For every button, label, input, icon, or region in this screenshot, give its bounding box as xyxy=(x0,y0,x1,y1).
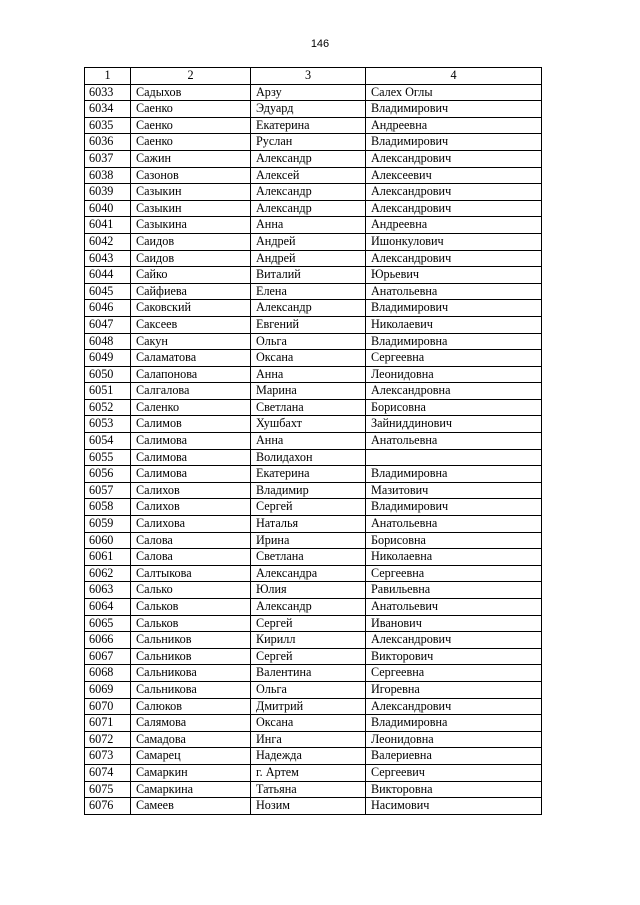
cell-patronymic: Владимировна xyxy=(366,466,542,483)
cell-number: 6042 xyxy=(85,233,131,250)
cell-patronymic: Сергеевна xyxy=(366,350,542,367)
table-row xyxy=(85,283,542,300)
cell-surname: Сазонов xyxy=(131,167,251,184)
cell-number: 6066 xyxy=(85,632,131,649)
cell-first-name: Оксана xyxy=(251,350,366,367)
cell-first-name: Волидахон xyxy=(251,449,366,466)
table-row xyxy=(85,117,542,134)
cell-first-name: Дмитрий xyxy=(251,698,366,715)
cell-first-name: Евгений xyxy=(251,316,366,333)
cell-surname: Салова xyxy=(131,532,251,549)
cell-surname: Саенко xyxy=(131,101,251,118)
table-row xyxy=(85,698,542,715)
cell-number: 6033 xyxy=(85,84,131,101)
table-row xyxy=(85,615,542,632)
cell-patronymic: Владимирович xyxy=(366,134,542,151)
table-row xyxy=(85,200,542,217)
cell-patronymic: Игоревна xyxy=(366,681,542,698)
cell-surname: Сазыкина xyxy=(131,217,251,234)
cell-patronymic: Валериевна xyxy=(366,748,542,765)
cell-first-name: Инга xyxy=(251,731,366,748)
cell-patronymic: Борисовна xyxy=(366,532,542,549)
cell-first-name: Екатерина xyxy=(251,117,366,134)
cell-number: 6052 xyxy=(85,399,131,416)
cell-first-name: Ирина xyxy=(251,532,366,549)
table-row xyxy=(85,433,542,450)
table-row xyxy=(85,150,542,167)
cell-surname: Салимова xyxy=(131,433,251,450)
table-row xyxy=(85,482,542,499)
cell-surname: Салько xyxy=(131,582,251,599)
cell-surname: Салимова xyxy=(131,449,251,466)
cell-first-name: Анна xyxy=(251,366,366,383)
cell-patronymic: Салех Оглы xyxy=(366,84,542,101)
cell-first-name: Руслан xyxy=(251,134,366,151)
cell-patronymic: Анатольевна xyxy=(366,283,542,300)
cell-first-name: Сергей xyxy=(251,499,366,516)
cell-patronymic: Анатольевич xyxy=(366,599,542,616)
cell-surname: Салихов xyxy=(131,499,251,516)
table-row xyxy=(85,731,542,748)
cell-first-name: Андрей xyxy=(251,233,366,250)
table-header xyxy=(85,68,542,85)
cell-number: 6055 xyxy=(85,449,131,466)
cell-number: 6036 xyxy=(85,134,131,151)
cell-surname: Сальникова xyxy=(131,681,251,698)
cell-first-name: Кирилл xyxy=(251,632,366,649)
table-row xyxy=(85,665,542,682)
cell-first-name: Ольга xyxy=(251,333,366,350)
cell-number: 6049 xyxy=(85,350,131,367)
cell-first-name: Оксана xyxy=(251,715,366,732)
cell-first-name: Владимир xyxy=(251,482,366,499)
table-row xyxy=(85,681,542,698)
cell-patronymic: Владимировна xyxy=(366,333,542,350)
cell-number: 6058 xyxy=(85,499,131,516)
cell-patronymic: Александровна xyxy=(366,383,542,400)
table-row xyxy=(85,499,542,516)
cell-number: 6041 xyxy=(85,217,131,234)
cell-number: 6039 xyxy=(85,184,131,201)
cell-patronymic: Ишонкулович xyxy=(366,233,542,250)
table-row xyxy=(85,582,542,599)
cell-patronymic: Зайниддинович xyxy=(366,416,542,433)
cell-surname: Саковский xyxy=(131,300,251,317)
cell-number: 6076 xyxy=(85,798,131,815)
cell-number: 6035 xyxy=(85,117,131,134)
cell-number: 6057 xyxy=(85,482,131,499)
cell-number: 6073 xyxy=(85,748,131,765)
table-row xyxy=(85,333,542,350)
cell-surname: Сальникова xyxy=(131,665,251,682)
cell-first-name: Александр xyxy=(251,200,366,217)
cell-number: 6067 xyxy=(85,648,131,665)
table-row xyxy=(85,316,542,333)
cell-first-name: Александр xyxy=(251,150,366,167)
cell-number: 6065 xyxy=(85,615,131,632)
cell-number: 6071 xyxy=(85,715,131,732)
cell-number: 6060 xyxy=(85,532,131,549)
register-table xyxy=(84,67,542,815)
cell-surname: Самарец xyxy=(131,748,251,765)
header-col-3: 3 xyxy=(251,68,366,85)
cell-number: 6054 xyxy=(85,433,131,450)
cell-first-name: Сергей xyxy=(251,615,366,632)
table-row xyxy=(85,715,542,732)
table-row xyxy=(85,764,542,781)
cell-first-name: Александр xyxy=(251,184,366,201)
cell-number: 6034 xyxy=(85,101,131,118)
cell-first-name: Алексей xyxy=(251,167,366,184)
cell-first-name: Надежда xyxy=(251,748,366,765)
table-row xyxy=(85,350,542,367)
cell-patronymic xyxy=(366,449,542,466)
cell-surname: Сазыкин xyxy=(131,200,251,217)
header-col-2: 2 xyxy=(131,68,251,85)
cell-surname: Саламатова xyxy=(131,350,251,367)
cell-surname: Саенко xyxy=(131,134,251,151)
cell-number: 6075 xyxy=(85,781,131,798)
cell-patronymic: Анатольевна xyxy=(366,433,542,450)
cell-number: 6037 xyxy=(85,150,131,167)
cell-patronymic: Викторович xyxy=(366,648,542,665)
cell-number: 6051 xyxy=(85,383,131,400)
table-row xyxy=(85,383,542,400)
cell-surname: Саенко xyxy=(131,117,251,134)
cell-first-name: Юлия xyxy=(251,582,366,599)
cell-patronymic: Юрьевич xyxy=(366,267,542,284)
cell-surname: Салихова xyxy=(131,516,251,533)
cell-patronymic: Александрович xyxy=(366,632,542,649)
table-row xyxy=(85,416,542,433)
table-row xyxy=(85,599,542,616)
table-row xyxy=(85,748,542,765)
table-row xyxy=(85,399,542,416)
cell-surname: Салова xyxy=(131,549,251,566)
table-body xyxy=(85,84,542,814)
cell-patronymic: Мазитович xyxy=(366,482,542,499)
cell-first-name: Светлана xyxy=(251,399,366,416)
cell-surname: Салтыкова xyxy=(131,565,251,582)
table-row xyxy=(85,798,542,815)
cell-surname: Саидов xyxy=(131,233,251,250)
table-row xyxy=(85,516,542,533)
cell-number: 6047 xyxy=(85,316,131,333)
header-col-1: 1 xyxy=(85,68,131,85)
cell-number: 6044 xyxy=(85,267,131,284)
cell-number: 6046 xyxy=(85,300,131,317)
cell-patronymic: Сергеевна xyxy=(366,565,542,582)
cell-first-name: Арзу xyxy=(251,84,366,101)
table-row xyxy=(85,167,542,184)
cell-patronymic: Иванович xyxy=(366,615,542,632)
table-row xyxy=(85,300,542,317)
cell-patronymic: Леонидовна xyxy=(366,366,542,383)
cell-number: 6043 xyxy=(85,250,131,267)
page-number: 146 xyxy=(310,38,330,50)
table-row xyxy=(85,366,542,383)
cell-surname: Сажин xyxy=(131,150,251,167)
cell-patronymic: Андреевна xyxy=(366,217,542,234)
cell-surname: Сальников xyxy=(131,648,251,665)
cell-first-name: Виталий xyxy=(251,267,366,284)
cell-number: 6040 xyxy=(85,200,131,217)
cell-surname: Садыхов xyxy=(131,84,251,101)
cell-surname: Саленко xyxy=(131,399,251,416)
cell-patronymic: Александрович xyxy=(366,184,542,201)
cell-first-name: Андрей xyxy=(251,250,366,267)
table-row xyxy=(85,84,542,101)
cell-surname: Салихов xyxy=(131,482,251,499)
header-row xyxy=(85,68,542,85)
cell-number: 6064 xyxy=(85,599,131,616)
cell-first-name: Наталья xyxy=(251,516,366,533)
cell-number: 6062 xyxy=(85,565,131,582)
cell-number: 6038 xyxy=(85,167,131,184)
cell-surname: Салимов xyxy=(131,416,251,433)
table-row xyxy=(85,632,542,649)
table-row xyxy=(85,449,542,466)
cell-patronymic: Анатольевна xyxy=(366,516,542,533)
cell-first-name: Хушбахт xyxy=(251,416,366,433)
cell-surname: Сакун xyxy=(131,333,251,350)
cell-number: 6072 xyxy=(85,731,131,748)
cell-patronymic: Николаевич xyxy=(366,316,542,333)
cell-number: 6074 xyxy=(85,764,131,781)
cell-first-name: Анна xyxy=(251,217,366,234)
cell-patronymic: Борисовна xyxy=(366,399,542,416)
table-row xyxy=(85,549,542,566)
cell-patronymic: Александрович xyxy=(366,698,542,715)
cell-surname: Самаркина xyxy=(131,781,251,798)
cell-number: 6068 xyxy=(85,665,131,682)
cell-first-name: Александр xyxy=(251,300,366,317)
cell-number: 6061 xyxy=(85,549,131,566)
cell-number: 6050 xyxy=(85,366,131,383)
cell-surname: Салгалова xyxy=(131,383,251,400)
cell-surname: Самадова xyxy=(131,731,251,748)
cell-first-name: Александра xyxy=(251,565,366,582)
cell-surname: Сайфиева xyxy=(131,283,251,300)
cell-first-name: Эдуард xyxy=(251,101,366,118)
cell-surname: Салямова xyxy=(131,715,251,732)
table-row xyxy=(85,648,542,665)
cell-patronymic: Николаевна xyxy=(366,549,542,566)
cell-number: 6063 xyxy=(85,582,131,599)
table-row xyxy=(85,781,542,798)
cell-first-name: Светлана xyxy=(251,549,366,566)
cell-patronymic: Алексеевич xyxy=(366,167,542,184)
cell-patronymic: Владимировна xyxy=(366,715,542,732)
cell-number: 6059 xyxy=(85,516,131,533)
cell-first-name: Марина xyxy=(251,383,366,400)
cell-patronymic: Сергеевич xyxy=(366,764,542,781)
cell-patronymic: Александрович xyxy=(366,150,542,167)
cell-surname: Сазыкин xyxy=(131,184,251,201)
cell-patronymic: Владимирович xyxy=(366,101,542,118)
cell-first-name: Екатерина xyxy=(251,466,366,483)
cell-patronymic: Равильевна xyxy=(366,582,542,599)
cell-patronymic: Насимович xyxy=(366,798,542,815)
cell-surname: Сальников xyxy=(131,632,251,649)
cell-surname: Саксеев xyxy=(131,316,251,333)
cell-surname: Салимова xyxy=(131,466,251,483)
cell-first-name: Нозим xyxy=(251,798,366,815)
cell-number: 6070 xyxy=(85,698,131,715)
cell-surname: Самеев xyxy=(131,798,251,815)
table-row xyxy=(85,267,542,284)
cell-patronymic: Александрович xyxy=(366,250,542,267)
cell-number: 6069 xyxy=(85,681,131,698)
cell-surname: Сайко xyxy=(131,267,251,284)
table-row xyxy=(85,134,542,151)
header-col-4: 4 xyxy=(366,68,542,85)
cell-first-name: Александр xyxy=(251,599,366,616)
cell-patronymic: Александрович xyxy=(366,200,542,217)
cell-surname: Салапонова xyxy=(131,366,251,383)
cell-number: 6048 xyxy=(85,333,131,350)
cell-surname: Самаркин xyxy=(131,764,251,781)
table-row xyxy=(85,466,542,483)
cell-first-name: Сергей xyxy=(251,648,366,665)
cell-first-name: Елена xyxy=(251,283,366,300)
table-row xyxy=(85,101,542,118)
cell-surname: Сальков xyxy=(131,615,251,632)
table-row xyxy=(85,217,542,234)
cell-surname: Сальков xyxy=(131,599,251,616)
table-row xyxy=(85,233,542,250)
table-row xyxy=(85,565,542,582)
cell-first-name: Ольга xyxy=(251,681,366,698)
table-row xyxy=(85,184,542,201)
cell-first-name: Татьяна xyxy=(251,781,366,798)
cell-number: 6053 xyxy=(85,416,131,433)
cell-first-name: Валентина xyxy=(251,665,366,682)
table-row xyxy=(85,250,542,267)
cell-number: 6056 xyxy=(85,466,131,483)
cell-number: 6045 xyxy=(85,283,131,300)
cell-first-name: Анна xyxy=(251,433,366,450)
cell-patronymic: Андреевна xyxy=(366,117,542,134)
cell-first-name: г. Артем xyxy=(251,764,366,781)
cell-patronymic: Викторовна xyxy=(366,781,542,798)
cell-patronymic: Владимирович xyxy=(366,300,542,317)
cell-surname: Салюков xyxy=(131,698,251,715)
cell-patronymic: Леонидовна xyxy=(366,731,542,748)
cell-surname: Саидов xyxy=(131,250,251,267)
table-row xyxy=(85,532,542,549)
cell-patronymic: Сергеевна xyxy=(366,665,542,682)
cell-patronymic: Владимирович xyxy=(366,499,542,516)
